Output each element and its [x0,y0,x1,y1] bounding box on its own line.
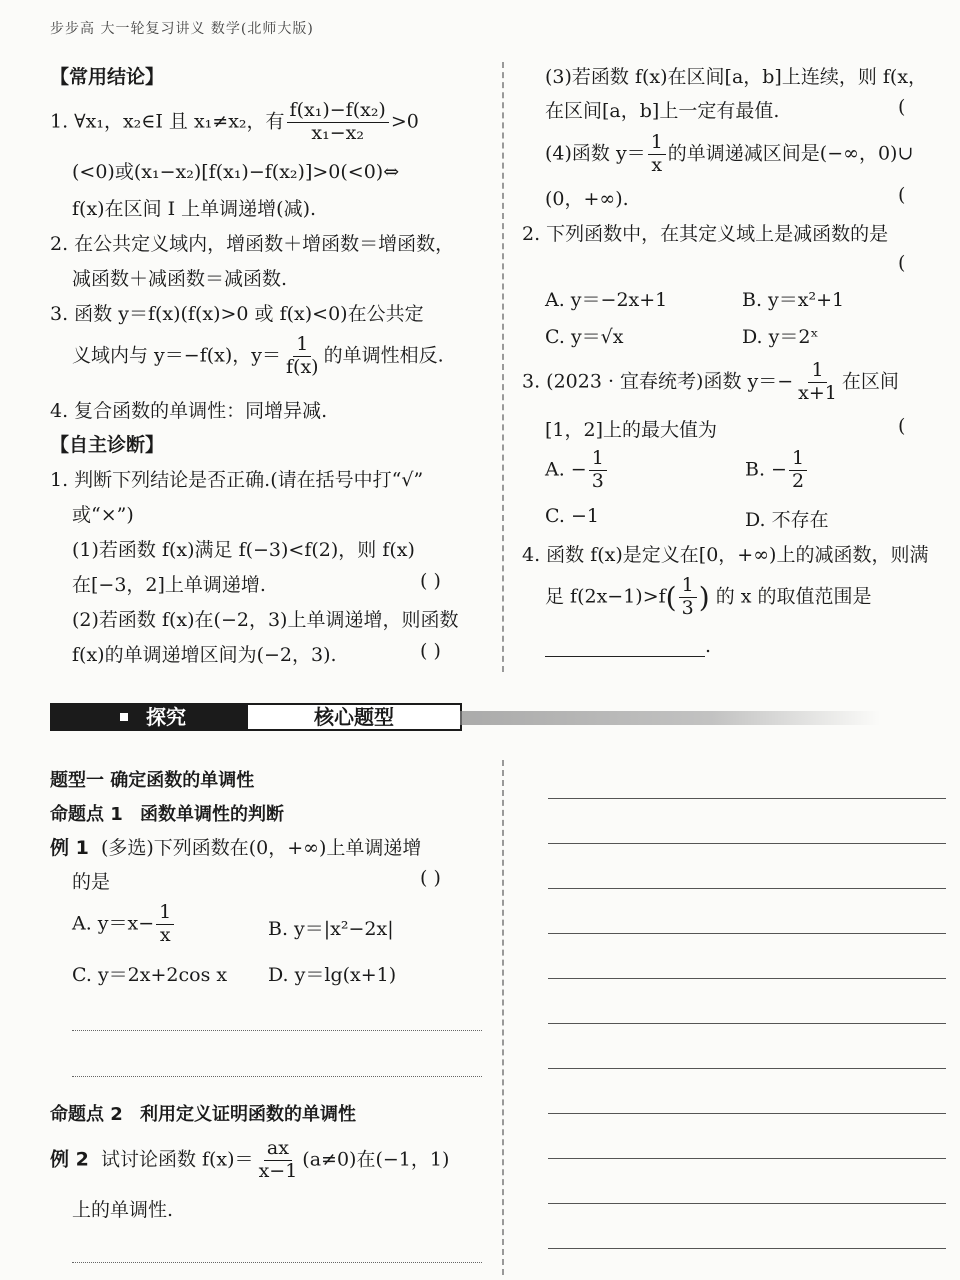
answer-line-right-2[interactable] [548,843,946,844]
diag-1-line1: 1. 判断下列结论是否正确.(请在括号中打“√” [50,469,424,491]
conclusion-1-fraction [287,100,389,145]
q3-option-a [545,448,609,493]
q4-end-mark: . [705,635,712,657]
example-1-line1 [50,833,421,860]
answer-line-right-8[interactable] [548,1113,946,1114]
diag-1-line2: 或“×”) [72,504,134,526]
answer-paren-3[interactable]: ( [898,96,906,118]
ex1-option-c: C. y＝2x+2cos x [72,964,228,986]
answer-line-left-1[interactable] [72,1030,482,1031]
diag-1-1-line2: 在[−3，2]上单调递增. [72,574,266,596]
option-a-fraction [156,902,174,947]
example-2-tail: (a≠0)在(−1，1) [302,1148,450,1171]
answer-parens-2[interactable]: ( ) [420,640,441,662]
q3-option-b [745,448,809,493]
option-b-text: B. − [745,458,787,481]
answer-line-right-6[interactable] [548,1023,946,1024]
running-header: 步步高 大一轮复习讲义 数学(北师大版) [50,21,314,37]
conclusion-3-text: 义域内与 y＝−f(x)，y＝ [72,344,282,367]
conclusion-3-fraction [283,334,322,379]
answer-line-left-2[interactable] [72,1076,482,1077]
diag-1-3-line1: (3)若函数 f(x)在区间[a，b]上连续，则 f(x， [545,66,928,88]
point-2 [50,1100,356,1126]
example-2-fraction [256,1138,301,1183]
conclusion-1-tail: >0 [390,110,419,133]
fraction-denominator: 3 [681,596,694,619]
conclusion-1 [50,100,419,145]
ex1-option-b: B. y＝|x²−2x| [268,918,394,940]
option-a-text: A. − [545,458,587,481]
conclusion-3-line1: 3. 函数 y＝f(x)(f(x)>0 或 f(x)<0)在公共定 [50,303,424,325]
point-1-text: 函数单调性的判断 [139,804,284,825]
column-divider-bottom [502,760,504,1275]
point-1 [50,800,284,826]
answer-line-right-10[interactable] [548,1203,946,1204]
answer-paren-4[interactable]: ( [898,184,906,206]
q3-option-c: C. −1 [545,505,599,527]
answer-paren-q3[interactable]: ( [898,415,906,437]
fraction-denominator: x [159,923,171,946]
diagnosis-title: 【自主诊断】 [50,434,165,456]
answer-line-right-9[interactable] [548,1158,946,1159]
diag-1-4-line2: (0，+∞). [545,188,629,210]
example-1-text: (多选)下列函数在(0，+∞)上单调递增 [100,837,422,859]
fraction-numerator: 1 [679,575,697,598]
point-2-label: 命题点 2 [50,1104,123,1125]
question-3-line2: [1，2]上的最大值为 [545,419,718,441]
q3-option-d: D. 不存在 [745,509,829,531]
fraction-denominator: x+1 [798,381,837,404]
option-b-fraction [789,448,807,493]
example-1-line2: 的是 [72,871,111,893]
banner-dark-block [50,703,246,731]
q4-answer-blank[interactable] [545,635,711,657]
q2-option-d: D. y＝2ˣ [742,326,819,348]
q3-text: 3. (2023 · 宜春统考)函数 y＝− [522,370,794,393]
square-bullet-icon [120,713,128,721]
fraction-denominator: 3 [591,469,604,492]
fraction-numerator: 1 [293,334,311,357]
option-a-text: A. y＝x− [72,912,155,935]
banner-box [246,703,462,731]
banner-smear [460,711,880,725]
q2-option-c: C. y＝√x [545,326,624,348]
answer-line-right-4[interactable] [548,933,946,934]
question-4-line2: 足 f(2x−1)>f( $\frac{1}{3}$ ) 的 x 的取值范围是 [545,574,872,619]
ex1-option-a [72,902,176,947]
conclusion-3-line2 [72,334,444,379]
q2-option-b: B. y＝x²+1 [742,289,845,311]
answer-parens-1[interactable]: ( ) [420,570,441,592]
q3-fraction [795,360,840,405]
fraction-denominator: 2 [791,469,805,492]
fraction-numerator: 1 [648,132,666,155]
blank-line[interactable] [545,638,705,657]
column-divider-top [502,62,504,672]
q4-tail: 的 x 的取值范围是 [715,585,872,608]
example-2-label: 例 2 [50,1148,89,1171]
fraction-numerator: 1 [789,448,807,471]
fraction-denominator: f(x) [286,355,319,378]
question-4-line1: 4. 函数 f(x)是定义在[0，+∞)上的减函数，则满 [522,544,929,566]
point-2-text: 利用定义证明函数的单调性 [139,1104,356,1125]
question-2: 2. 下列函数中，在其定义域上是减函数的是 [522,223,889,245]
q4-text: 足 f(2x−1)>f [545,585,666,608]
conclusion-1-line3: f(x)在区间 I 上单调递增(减). [72,198,317,220]
diag-1-3-line2: 在区间[a，b]上一定有最值. [545,100,780,122]
section-banner [50,703,830,731]
diag-1-2-line1: (2)若函数 f(x)在(−2，3)上单调递增，则函数 [72,609,459,631]
q3-tail: 在区间 [841,370,899,393]
answer-line-right-5[interactable] [548,978,946,979]
answer-line-left-3[interactable] [72,1262,482,1263]
answer-line-right-1[interactable] [548,798,946,799]
fraction-numerator: f(x₁)−f(x₂) [287,100,389,123]
diag-1-2-line2: f(x)的单调递增区间为(−2，3). [72,644,337,666]
ex1-option-d: D. y＝lg(x+1) [268,964,397,986]
option-a-fraction [589,448,607,493]
conclusion-1-text: 1. ∀x₁，x₂∈I 且 x₁≠x₂，有 [50,110,285,133]
example-2-line1 [50,1138,449,1183]
example-2-line2: 上的单调性. [72,1199,174,1221]
answer-line-right-11[interactable] [548,1248,946,1249]
type-one-title: 题型一 确定函数的单调性 [50,770,255,791]
diag-1-1-line1: (1)若函数 f(x)满足 f(−3)<f(2)，则 f(x) [72,539,415,561]
conclusion-4: 4. 复合函数的单调性：同增异减. [50,400,328,422]
fraction-numerator: 1 [589,448,607,471]
fraction-numerator: 1 [808,360,826,383]
fraction-denominator: x [651,153,663,176]
answer-paren-q2[interactable]: ( [898,252,906,274]
banner-label-explore: 探究 [146,705,186,729]
conclusions-title: 【常用结论】 [50,66,165,88]
conclusion-2-line1: 2. 在公共定义域内，增函数＋增函数＝增函数， [50,233,455,255]
example-1-label: 例 1 [50,837,89,859]
answer-line-right-7[interactable] [548,1068,946,1069]
fraction-denominator: x−1 [258,1159,298,1182]
diag-1-4-text: (4)函数 y＝ [545,142,646,165]
point-1-label: 命题点 1 [50,804,123,825]
fraction-numerator: ax [264,1138,292,1161]
conclusion-1-line2: (<0)或(x₁−x₂)[f(x₁)−f(x₂)]>0(<0)⇔ [72,161,400,183]
q2-option-a: A. y＝−2x+1 [545,289,668,311]
fraction-denominator: x₁−x₂ [311,121,364,144]
fraction-numerator: 1 [156,902,174,925]
answer-parens-ex1[interactable]: ( ) [420,867,441,889]
diag-1-4-fraction [648,132,666,177]
question-3-line1 [522,360,899,405]
conclusion-2-line2: 减函数＋减函数＝减函数. [72,268,288,290]
q4-fraction [679,575,697,620]
conclusion-3-tail: 的单调性相反. [323,344,444,367]
banner-label-core: 核心题型 [314,705,394,729]
diag-1-4-line1 [545,132,913,177]
example-2-text: 试讨论函数 f(x)＝ [100,1148,254,1171]
answer-line-right-3[interactable] [548,888,946,889]
diag-1-4-tail: 的单调递减区间是(−∞，0)∪ [667,142,914,165]
